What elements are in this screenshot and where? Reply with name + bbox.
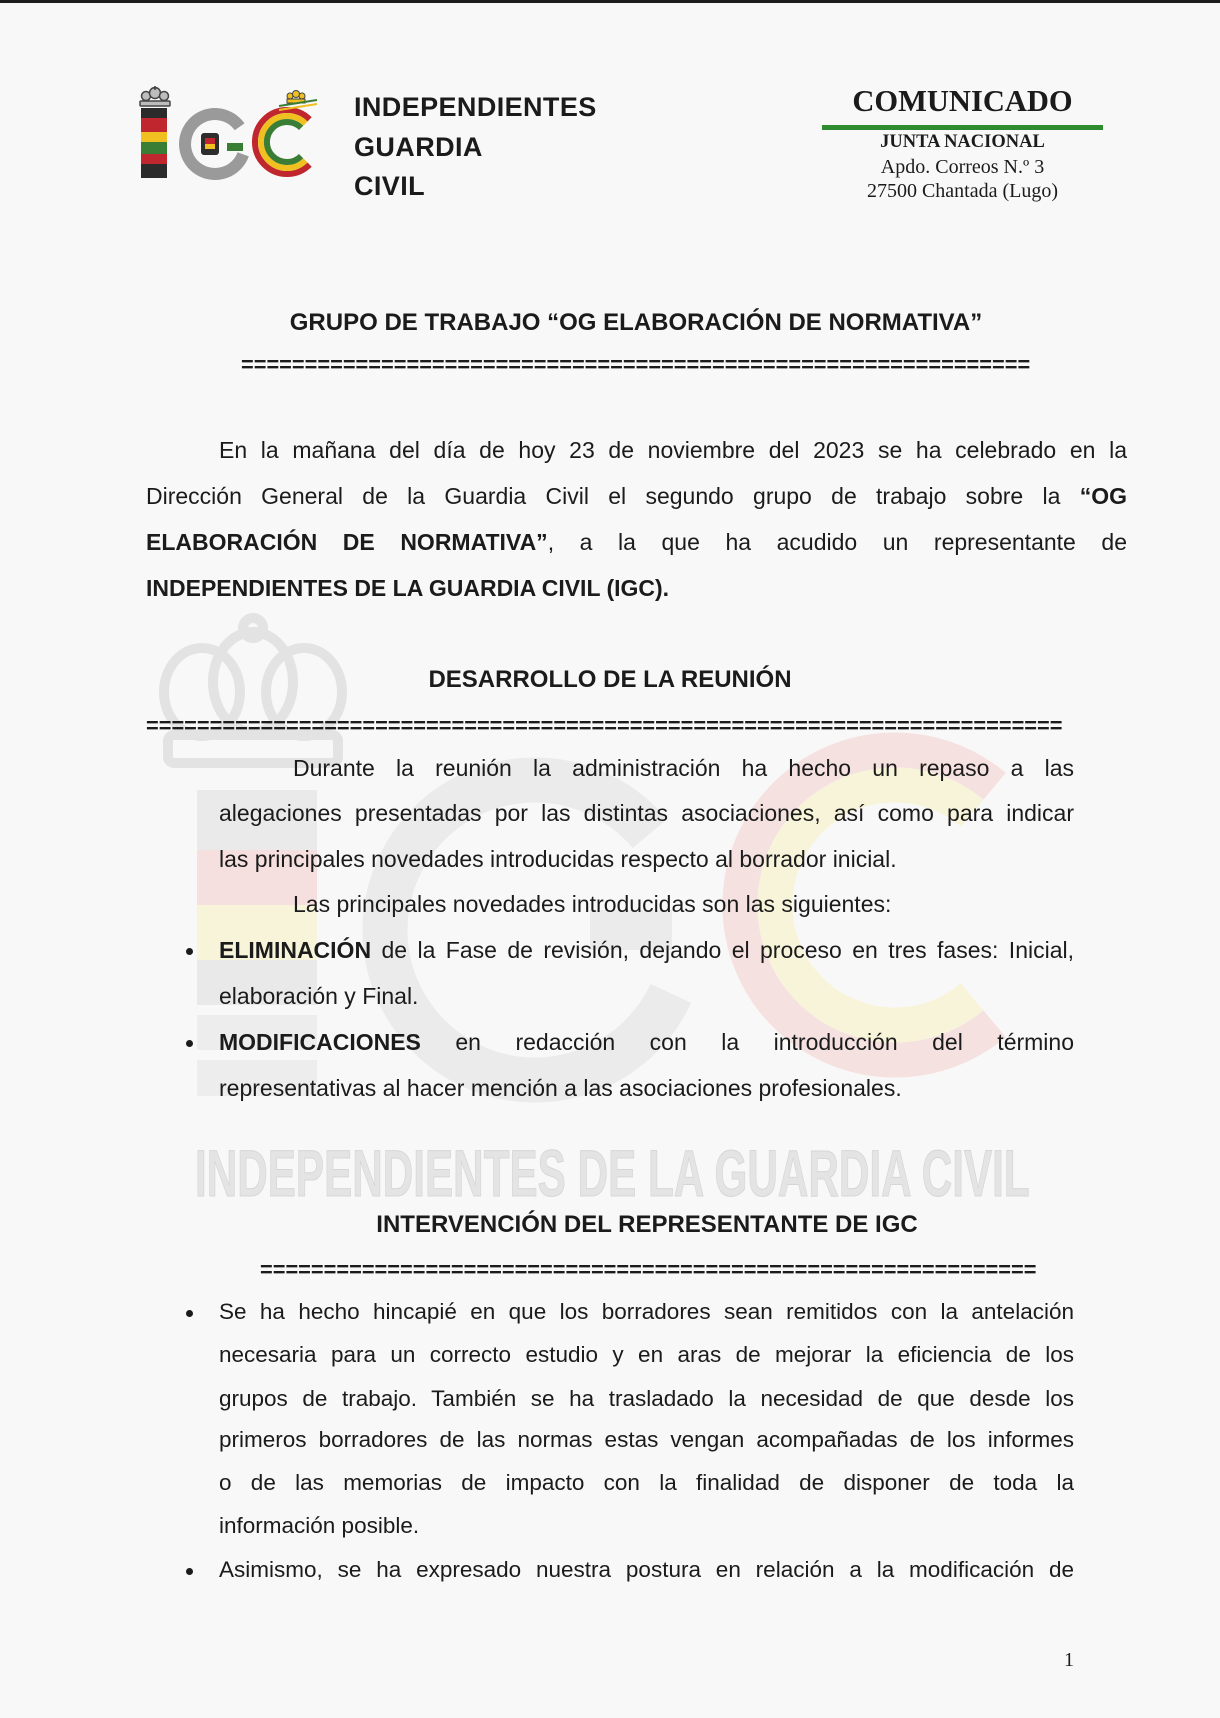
desarrollo-separator: ========================================================================: [146, 713, 1063, 738]
intro-text: En la mañana del día de hoy 23 de noviembre del 2023 se ha celebrado en la: [219, 437, 1127, 463]
logo-letter-c: [255, 110, 310, 174]
bullet-text: de la Fase de revisión, dejando el proceso en tres fases: Inicial,: [371, 937, 1074, 963]
intro-line-2: [146, 481, 1127, 511]
intervencion-bullet-1-line-1: Se ha hecho hincapié en que los borradores sean remitidos con la antelación: [219, 1299, 1074, 1324]
desarrollo-bullet-1-line-1: [219, 935, 1074, 965]
intervencion-bullet-1-line-5: o de las memorias de impacto con la finalidad de disponer de toda la: [219, 1470, 1074, 1495]
document-title: GRUPO DE TRABAJO “OG ELABORACIÓN DE NORMATIVA”: [289, 309, 983, 336]
bullet-marker: [186, 1568, 193, 1575]
bullet-marker: [186, 1040, 193, 1047]
watermark-text: INDEPENDIENTES DE LA GUARDIA CIVIL: [195, 1136, 1030, 1210]
intervencion-bullet-1-line-6: información posible.: [219, 1513, 420, 1538]
bullet-marker: [186, 948, 193, 955]
intro-text: Dirección General de la Guardia Civil el segundo grupo de trabajo sobre la: [146, 483, 1080, 509]
intervencion-bullet-1-line-4: primeros borradores de las normas estas vengan acompañadas de los informes: [219, 1427, 1074, 1452]
intervencion-heading: INTERVENCIÓN DEL REPRESENTANTE DE IGC: [376, 1211, 918, 1238]
brand-line-3: CIVIL: [354, 171, 426, 201]
intro-text: , a la que ha acudido un representante de: [547, 529, 1128, 555]
bullet-bold-keyword: MODIFICACIONES: [219, 1029, 421, 1055]
address-line-1: Apdo. Correos N.º 3: [880, 156, 1045, 178]
intervencion-bullet-1-line-2: necesaria para un correcto estudio y en aras de mejorar la eficiencia de los: [219, 1342, 1074, 1367]
desarrollo-bullet-2-line-2: representativas al hacer mención a las asociaciones profesionales.: [219, 1075, 902, 1101]
intro-bold-text: ELABORACIÓN DE NORMATIVA”: [146, 529, 548, 555]
logo-letter-i: [141, 108, 167, 178]
address-line-2: 27500 Chantada (Lugo): [866, 180, 1059, 202]
intervencion-bullet-2-line-1: Asimismo, se ha expresado nuestra postura en relación a la modificación de: [219, 1557, 1074, 1582]
desarrollo-bullet-2-line-1: [219, 1027, 1074, 1057]
igc-logo: [137, 86, 319, 182]
junta-nacional-label: JUNTA NACIONAL: [880, 132, 1045, 152]
intro-line-3: [146, 527, 1127, 557]
intro-line-4: INDEPENDIENTES DE LA GUARDIA CIVIL (IGC).: [146, 575, 670, 601]
bullet-text: en redacción con la introducción del término: [420, 1029, 1074, 1055]
desarrollo-line-4: Las principales novedades introducidas son las siguientes:: [293, 891, 892, 917]
desarrollo-bullet-1-line-2: elaboración y Final.: [219, 983, 419, 1009]
intervencion-bullet-1-line-3: grupos de trabajo. También se ha trasladado la necesidad de que desde los: [219, 1386, 1074, 1411]
logo-letter-g: [185, 114, 243, 174]
desarrollo-line-1: Durante la reunión la administración ha hecho un repaso a las: [293, 755, 1074, 781]
desarrollo-line-3: las principales novedades introducidas respecto al borrador inicial.: [219, 846, 897, 872]
desarrollo-line-2: alegaciones presentadas por las distintas asociaciones, así como para indicar: [219, 800, 1074, 826]
intervencion-separator: =============================================================: [260, 1257, 1037, 1282]
title-separator: ==============================================================: [241, 352, 1031, 377]
crown-icon: [140, 86, 170, 106]
intro-line-1: [219, 435, 1127, 465]
bullet-marker: [186, 1310, 193, 1317]
brand-line-2: GUARDIA: [354, 132, 483, 162]
bullet-bold-keyword: ELIMINACIÓN: [219, 937, 372, 963]
comunicado-label: COMUNICADO: [852, 84, 1073, 118]
comunicado-underline: [822, 125, 1103, 130]
small-crown-icon: [287, 91, 305, 104]
brand-line-1: INDEPENDIENTES: [354, 92, 597, 122]
intro-bold-text: “OG: [1079, 483, 1127, 509]
page-number: 1: [1064, 1649, 1074, 1671]
desarrollo-heading: DESARROLLO DE LA REUNIÓN: [428, 666, 792, 693]
